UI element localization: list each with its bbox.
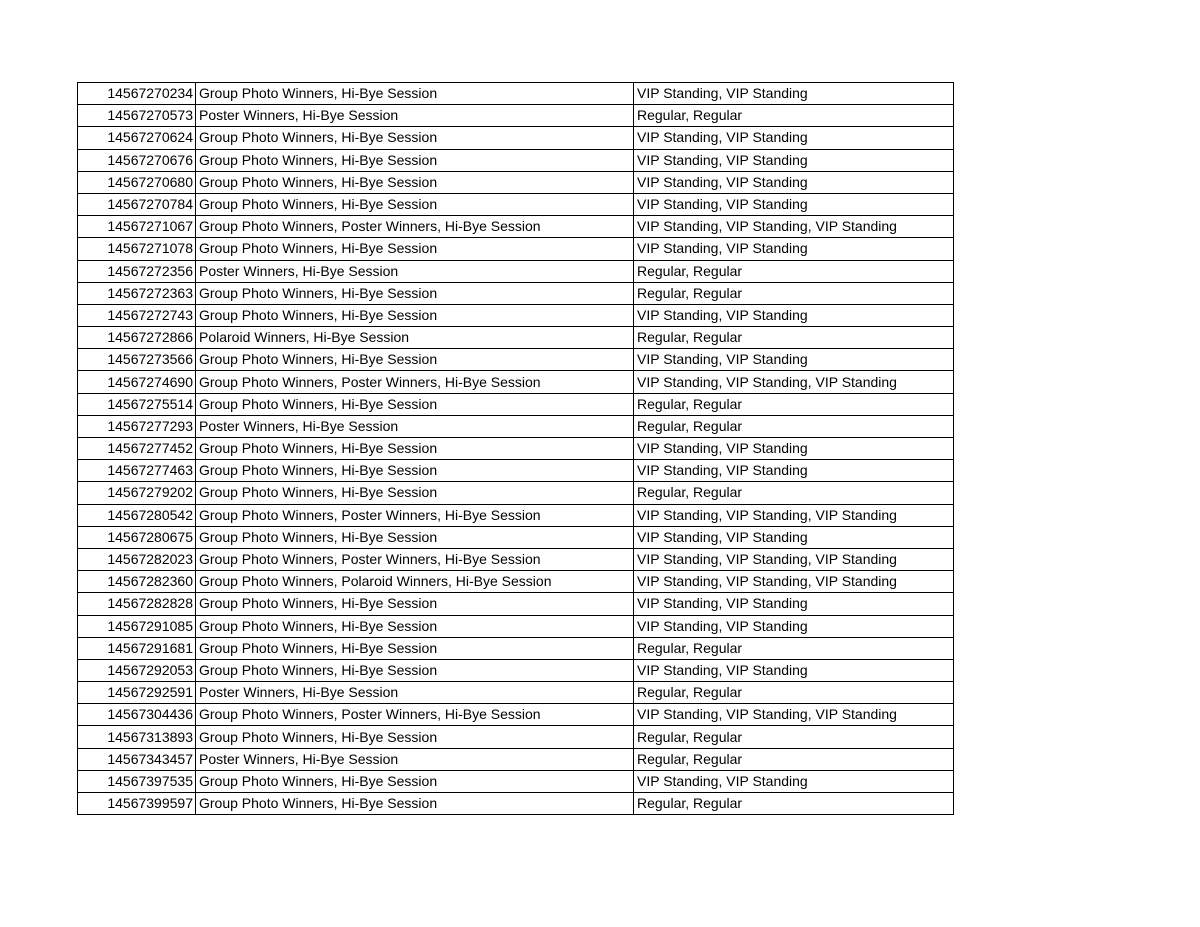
order-id-cell: 14567291085 [78,615,196,637]
table-row [78,105,954,127]
order-id-cell: 14567343457 [78,748,196,770]
order-id-cell: 14567272866 [78,327,196,349]
tiers-cell: Regular, Regular [634,327,954,349]
products-cell: Group Photo Winners, Hi-Bye Session [196,304,634,326]
tiers-cell: VIP Standing, VIP Standing [634,615,954,637]
products-cell: Group Photo Winners, Hi-Bye Session [196,482,634,504]
table-row [78,637,954,659]
order-id-cell: 14567270680 [78,171,196,193]
products-cell: Group Photo Winners, Hi-Bye Session [196,393,634,415]
tiers-cell: VIP Standing, VIP Standing [634,238,954,260]
products-cell: Group Photo Winners, Polaroid Winners, Hi-Bye Session [196,571,634,593]
products-cell: Poster Winners, Hi-Bye Session [196,748,634,770]
tiers-cell: Regular, Regular [634,482,954,504]
tiers-cell: Regular, Regular [634,748,954,770]
tiers-cell: VIP Standing, VIP Standing [634,526,954,548]
products-cell: Group Photo Winners, Poster Winners, Hi-Bye Session [196,704,634,726]
table-row [78,193,954,215]
tiers-cell: Regular, Regular [634,637,954,659]
tiers-cell: Regular, Regular [634,415,954,437]
products-cell: Group Photo Winners, Hi-Bye Session [196,438,634,460]
table-row [78,371,954,393]
products-cell: Group Photo Winners, Hi-Bye Session [196,460,634,482]
tiers-cell: VIP Standing, VIP Standing, VIP Standing [634,216,954,238]
tiers-cell: Regular, Regular [634,282,954,304]
tiers-cell: VIP Standing, VIP Standing [634,193,954,215]
table-row [78,238,954,260]
products-cell: Group Photo Winners, Hi-Bye Session [196,127,634,149]
products-cell: Group Photo Winners, Hi-Bye Session [196,593,634,615]
order-id-cell: 14567292053 [78,659,196,681]
order-id-cell: 14567304436 [78,704,196,726]
products-cell: Group Photo Winners, Hi-Bye Session [196,659,634,681]
table-row [78,393,954,415]
products-cell: Group Photo Winners, Hi-Bye Session [196,637,634,659]
order-id-cell: 14567271078 [78,238,196,260]
products-cell: Group Photo Winners, Hi-Bye Session [196,171,634,193]
products-cell: Group Photo Winners, Hi-Bye Session [196,770,634,792]
tiers-cell: Regular, Regular [634,726,954,748]
table-row [78,571,954,593]
products-cell: Group Photo Winners, Hi-Bye Session [196,615,634,637]
table-row [78,615,954,637]
table-row [78,704,954,726]
table-row [78,415,954,437]
tiers-cell: VIP Standing, VIP Standing [634,304,954,326]
tiers-cell: VIP Standing, VIP Standing [634,349,954,371]
order-id-cell: 14567313893 [78,726,196,748]
table-row [78,504,954,526]
order-id-cell: 14567277463 [78,460,196,482]
products-cell: Group Photo Winners, Poster Winners, Hi-Bye Session [196,504,634,526]
products-cell: Group Photo Winners, Hi-Bye Session [196,149,634,171]
products-cell: Group Photo Winners, Hi-Bye Session [196,193,634,215]
order-id-cell: 14567273566 [78,349,196,371]
table-row [78,127,954,149]
products-cell: Group Photo Winners, Poster Winners, Hi-Bye Session [196,216,634,238]
products-cell: Poster Winners, Hi-Bye Session [196,415,634,437]
order-id-cell: 14567272356 [78,260,196,282]
table-row [78,149,954,171]
products-cell: Group Photo Winners, Hi-Bye Session [196,526,634,548]
products-cell: Poster Winners, Hi-Bye Session [196,105,634,127]
tiers-cell: Regular, Regular [634,105,954,127]
order-id-cell: 14567271067 [78,216,196,238]
order-id-cell: 14567270784 [78,193,196,215]
table-row [78,682,954,704]
orders-table [77,82,954,815]
tiers-cell: Regular, Regular [634,682,954,704]
table-row [78,438,954,460]
products-cell: Group Photo Winners, Hi-Bye Session [196,238,634,260]
order-id-cell: 14567292591 [78,682,196,704]
tiers-cell: VIP Standing, VIP Standing [634,149,954,171]
products-cell: Poster Winners, Hi-Bye Session [196,260,634,282]
order-id-cell: 14567275514 [78,393,196,415]
table-row [78,349,954,371]
order-id-cell: 14567280675 [78,526,196,548]
tiers-cell: VIP Standing, VIP Standing [634,770,954,792]
products-cell: Polaroid Winners, Hi-Bye Session [196,327,634,349]
table-row [78,726,954,748]
order-id-cell: 14567277452 [78,438,196,460]
table-row [78,748,954,770]
order-id-cell: 14567279202 [78,482,196,504]
tiers-cell: VIP Standing, VIP Standing, VIP Standing [634,704,954,726]
tiers-cell: VIP Standing, VIP Standing [634,83,954,105]
order-id-cell: 14567282828 [78,593,196,615]
table-row [78,327,954,349]
tiers-cell: VIP Standing, VIP Standing [634,438,954,460]
table-row [78,593,954,615]
products-cell: Group Photo Winners, Hi-Bye Session [196,83,634,105]
order-id-cell: 14567277293 [78,415,196,437]
table-row [78,659,954,681]
tiers-cell: VIP Standing, VIP Standing [634,659,954,681]
table-row [78,548,954,570]
table-row [78,460,954,482]
tiers-cell: Regular, Regular [634,793,954,815]
tiers-cell: VIP Standing, VIP Standing, VIP Standing [634,371,954,393]
products-cell: Group Photo Winners, Hi-Bye Session [196,349,634,371]
table-row [78,526,954,548]
order-id-cell: 14567274690 [78,371,196,393]
table-row [78,482,954,504]
tiers-cell: VIP Standing, VIP Standing [634,171,954,193]
tiers-cell: VIP Standing, VIP Standing, VIP Standing [634,504,954,526]
table-row [78,770,954,792]
tiers-cell: VIP Standing, VIP Standing [634,593,954,615]
table-row [78,260,954,282]
order-id-cell: 14567270624 [78,127,196,149]
products-cell: Group Photo Winners, Hi-Bye Session [196,282,634,304]
order-id-cell: 14567272743 [78,304,196,326]
order-id-cell: 14567282360 [78,571,196,593]
order-id-cell: 14567270234 [78,83,196,105]
order-id-cell: 14567272363 [78,282,196,304]
products-cell: Group Photo Winners, Hi-Bye Session [196,793,634,815]
order-id-cell: 14567270573 [78,105,196,127]
orders-table-body [78,83,954,815]
tiers-cell: VIP Standing, VIP Standing [634,460,954,482]
products-cell: Group Photo Winners, Hi-Bye Session [196,726,634,748]
tiers-cell: Regular, Regular [634,393,954,415]
tiers-cell: VIP Standing, VIP Standing, VIP Standing [634,548,954,570]
order-id-cell: 14567291681 [78,637,196,659]
tiers-cell: VIP Standing, VIP Standing [634,127,954,149]
table-row [78,793,954,815]
order-id-cell: 14567270676 [78,149,196,171]
table-row [78,171,954,193]
products-cell: Group Photo Winners, Poster Winners, Hi-Bye Session [196,371,634,393]
order-id-cell: 14567397535 [78,770,196,792]
table-row [78,304,954,326]
order-id-cell: 14567280542 [78,504,196,526]
products-cell: Group Photo Winners, Poster Winners, Hi-Bye Session [196,548,634,570]
table-row [78,83,954,105]
tiers-cell: Regular, Regular [634,260,954,282]
order-id-cell: 14567399597 [78,793,196,815]
tiers-cell: VIP Standing, VIP Standing, VIP Standing [634,571,954,593]
table-row [78,282,954,304]
products-cell: Poster Winners, Hi-Bye Session [196,682,634,704]
table-row [78,216,954,238]
order-id-cell: 14567282023 [78,548,196,570]
